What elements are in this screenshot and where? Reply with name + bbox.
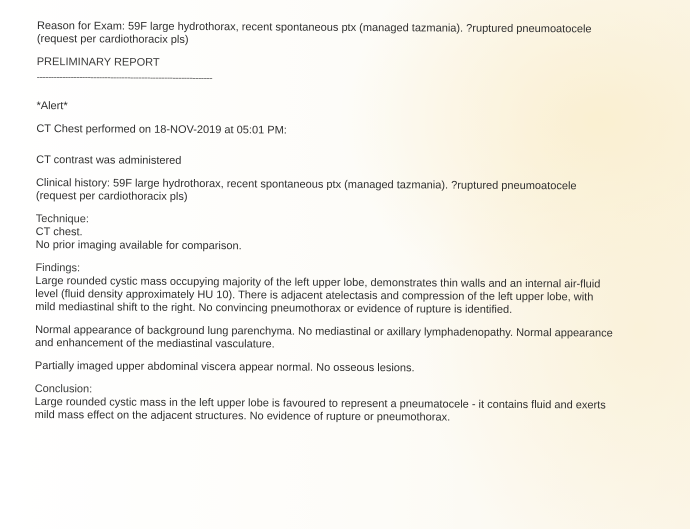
findings-line: mild mediastinal shift to the right. No convincing pneumothorax or evidence of rupture is identified. <box>35 300 513 316</box>
clinical-history-line: Clinical history: 59F large hydrothorax, recent spontaneous ptx (managed tazmania). ?ruptured pneumoatocele <box>35 176 577 193</box>
findings-line: Large rounded cystic mass occupying majority of the left upper lobe, demonstrates thin walls and an internal air-fluid <box>35 274 601 291</box>
clinical-history-line: (request per cardiothoracix pls) <box>35 189 188 203</box>
radiology-report <box>34 20 649 436</box>
conclusion-label: Conclusion: <box>34 382 93 396</box>
conclusion-line: mild mass effect on the adjacent structures. No evidence of rupture or pneumothorax. <box>34 408 451 424</box>
normal-appearance-section <box>35 324 647 354</box>
contrast-line: CT contrast was administered <box>36 153 182 167</box>
abdominal-line: Partially imaged upper abdominal viscera appear normal. No osseous lesions. <box>34 359 415 375</box>
findings-line: level (fluid density approximately HU 10). There is adjacent atelectasis and compression of the left upper lobe, with <box>35 287 594 304</box>
conclusion-line: Large rounded cystic mass in the left upper lobe is favoured to represent a pneumatocele - it contains fluid and exerts <box>34 395 606 412</box>
technique-section <box>36 213 648 256</box>
normal-line: and enhancement of the mediastinal vasculature. <box>34 336 275 351</box>
reason-line: (request per cardiothoracix pls) <box>36 32 189 46</box>
technique-line: CT chest. <box>35 225 83 239</box>
findings-label: Findings: <box>35 261 81 275</box>
technique-line: No prior imaging available for comparison. <box>35 238 242 253</box>
alert-label: *Alert* <box>36 99 68 113</box>
reason-line: Reason for Exam: 59F large hydrothorax, recent spontaneous ptx (managed tazmania). ?ruptured pneumoatocele <box>36 20 592 36</box>
technique-label: Technique: <box>35 212 90 226</box>
conclusion-section <box>35 383 647 426</box>
normal-line: Normal appearance of background lung parenchyma. No mediastinal or axillary lymphadenopathy. Normal appearance <box>35 323 613 340</box>
reason-for-exam <box>37 20 649 50</box>
clinical-history <box>36 177 648 207</box>
findings-section <box>35 262 647 318</box>
separator-line: -------------------------------------------------------------- <box>36 71 213 85</box>
preliminary-report-label: PRELIMINARY REPORT <box>36 55 160 69</box>
performed-line: CT Chest performed on 18-NOV-2019 at 05:01 PM: <box>36 122 287 137</box>
